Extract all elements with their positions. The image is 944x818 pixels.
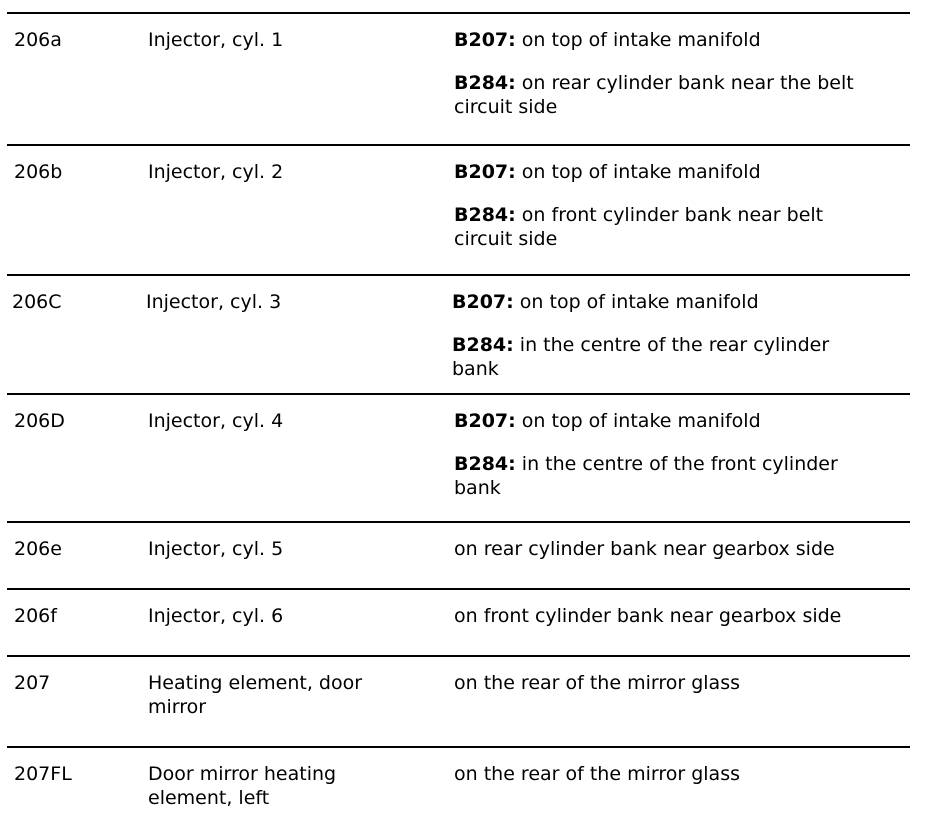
table-row (7, 588, 910, 655)
model-label: B207: (454, 29, 516, 51)
model-label: B207: (454, 161, 516, 183)
component-code: 206a (14, 29, 62, 51)
table-row (7, 393, 910, 521)
description-line: Injector, cyl. 3 (146, 291, 282, 313)
location-text: on the rear of the mirror glass (454, 763, 740, 785)
location-text: on top of intake manifold (521, 410, 761, 432)
description-line: Injector, cyl. 4 (148, 410, 284, 432)
table-row (7, 274, 910, 393)
component-location (454, 28, 854, 119)
component-description (148, 409, 283, 433)
location-entry (454, 71, 854, 119)
table-row (7, 521, 910, 588)
component-code: 206f (14, 605, 57, 627)
location-text: circuit side (454, 96, 558, 118)
component-location (454, 160, 823, 251)
description-line: mirror (148, 696, 207, 718)
location-text: on front cylinder bank near belt (521, 204, 824, 226)
component-description (148, 160, 283, 184)
component-description (148, 28, 283, 52)
table-row (7, 655, 910, 746)
component-table (7, 12, 910, 816)
model-label: B207: (452, 291, 514, 313)
component-location (454, 537, 835, 561)
location-entry (454, 203, 823, 251)
component-location (454, 409, 838, 500)
table-row (7, 12, 910, 144)
location-text: on top of intake manifold (519, 291, 759, 313)
model-label: B284: (454, 204, 516, 226)
component-location (452, 290, 829, 381)
component-code: 207 (14, 672, 51, 694)
table-row (7, 746, 910, 816)
location-entry (452, 290, 829, 314)
location-text: in the centre of the front cylinder (521, 453, 838, 475)
component-code: 206e (14, 538, 62, 560)
description-line: Injector, cyl. 6 (148, 605, 284, 627)
component-code: 206D (14, 410, 65, 432)
description-line: Door mirror heating (148, 763, 337, 785)
component-code: 207FL (14, 763, 72, 785)
model-label: B207: (454, 410, 516, 432)
component-location (454, 762, 740, 786)
component-location (454, 604, 841, 628)
location-text: on top of intake manifold (521, 161, 761, 183)
location-text: on the rear of the mirror glass (454, 672, 740, 694)
component-description (146, 290, 281, 314)
location-text: on rear cylinder bank near the belt (521, 72, 854, 94)
description-line: element, left (148, 787, 270, 809)
location-entry (454, 452, 838, 500)
component-description (148, 604, 283, 628)
description-line: Injector, cyl. 1 (148, 29, 284, 51)
component-description (148, 762, 336, 810)
component-location (454, 671, 740, 695)
model-label: B284: (454, 72, 516, 94)
location-text: on front cylinder bank near gearbox side (454, 605, 842, 627)
location-entry (454, 160, 823, 184)
component-code: 206C (12, 291, 62, 313)
location-text: bank (452, 358, 499, 380)
location-entry (454, 409, 838, 433)
location-text: bank (454, 477, 501, 499)
location-text: in the centre of the rear cylinder (519, 334, 830, 356)
location-text: on top of intake manifold (521, 29, 761, 51)
location-entry (452, 333, 829, 381)
component-code: 206b (14, 161, 63, 183)
model-label: B284: (454, 453, 516, 475)
location-text: on rear cylinder bank near gearbox side (454, 538, 835, 560)
component-description (148, 671, 362, 719)
description-line: Heating element, door (148, 672, 363, 694)
location-entry (454, 28, 854, 52)
location-text: circuit side (454, 228, 558, 250)
description-line: Injector, cyl. 2 (148, 161, 284, 183)
model-label: B284: (452, 334, 514, 356)
table-row (7, 144, 910, 274)
component-description (148, 537, 283, 561)
description-line: Injector, cyl. 5 (148, 538, 284, 560)
